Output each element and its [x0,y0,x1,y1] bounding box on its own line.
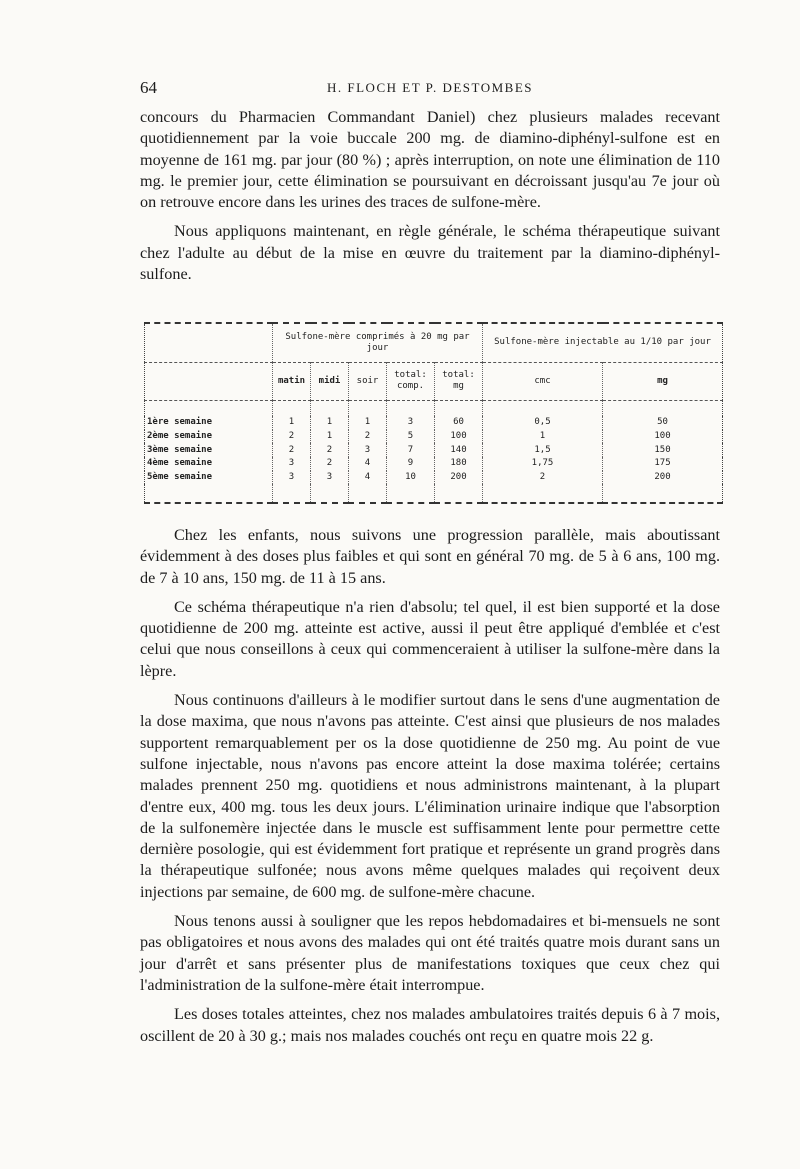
page-header [140,78,720,98]
cell: 3 [273,457,311,471]
cell: 60 [435,416,483,430]
body-text-bottom [140,525,720,1055]
cell: 1,5 [483,443,603,457]
table-row [145,457,723,471]
table-row [145,430,723,444]
cell: 2 [483,471,603,485]
cell: 200 [435,471,483,485]
cell: 1 [311,416,349,430]
paragraph: concours du Pharmacien Commandant Daniel) chez plusieurs malades recevant quotidiennement par la voie buccale 200 mg. de diamino-diphényl-sulfone est en moyenne de 161 mg. par jour (80 %) ; après interruption, on note une élimination de 110 mg. le premier jour, cette élimination se poursuivant en décroissant jusqu'au 7e jour où on retrouve encore dans les urines des traces de sulfone-mère. [140,108,720,212]
cell: 180 [435,457,483,471]
page-number: 64 [140,78,157,97]
row-label: 2ème semaine [147,431,213,442]
table-row [145,443,723,457]
row-label: 4ème semaine [147,458,213,469]
cell: 175 [603,457,723,471]
table-row [145,416,723,430]
column-header: soir [349,362,387,400]
row-label: 1ère semaine [147,417,213,428]
running-head: H. FLOCH ET P. DESTOMBES [327,80,533,95]
paragraph: Nous tenons aussi à souligner que les repos hebdomadaires et bi-mensuels ne sont pas obligatoires et nous avons des malades qui ont été traités quatre mois durant sans un jour d'arrêt et sans présenter plus de manifestations toxiques que ceux chez qui l'administration de la sulfone-mère était interrompue. [140,912,720,994]
header-group-oral: Sulfone-mère comprimés à 20 mg par jour [273,323,483,362]
body-text-top [140,107,720,293]
cell: 1 [349,416,387,430]
paragraph: Chez les enfants, nous suivons une progression parallèle, mais aboutissant évidemment à des doses plus faibles et qui sont en général 70 mg. de 5 à 6 ans, 100 mg. de 7 à 10 ans, 150 mg. de 11 à 15 ans. [140,526,720,587]
row-label: 3ème semaine [147,444,213,455]
paragraph: Nous continuons d'ailleurs à le modifier surtout dans le sens d'une augmentation de la dose maxima, que nous n'avons pas atteinte. C'est ainsi que plusieurs de nos malades supportent remarquablement per os la dose quotidienne de 250 mg. Au point de vue sulfone injectable, nous n'avons pas encore atteint la dose maxima tolérée; certains malades prennent 250 mg. quotidiens et nous administrons maintenant, à la plupart d'entre eux, 400 mg. tous les deux jours. L'élimination urinaire indique que l'absorption de la sulfonemère injectée dans le muscle est suffisamment lente pour permettre cette dernière posologie, qui est évidemment fort pratique et représente un grand progrès dans la thérapeutique sulfonée; nous avons même quelques malades qui reçoivent deux injections par semaine, de 600 mg. de sulfone-mère chacune. [140,691,720,901]
paragraph: Nous appliquons maintenant, en règle générale, le schéma thérapeutique suivant chez l'adulte au début de la mise en œuvre du traitement par la diamino-diphényl-sulfone. [140,222,720,284]
cell: 2 [311,457,349,471]
cell: 1 [483,430,603,444]
table-corner [145,323,273,362]
cell: 10 [387,471,435,485]
table-corner-2 [145,362,273,400]
paragraph: Les doses totales atteintes, chez nos malades ambulatoires traités depuis 6 à 7 mois, oscillent de 20 à 30 g.; mais nos malades couchés ont reçu en quatre mois 22 g. [140,1005,720,1045]
cell: 2 [349,430,387,444]
column-header: mg [603,362,723,400]
cell: 3 [273,471,311,485]
cell: 9 [387,457,435,471]
cell: 1,75 [483,457,603,471]
cell: 3 [349,443,387,457]
cell: 100 [603,430,723,444]
column-header: matin [273,362,311,400]
column-header: cmc [483,362,603,400]
cell: 140 [435,443,483,457]
cell: 5 [387,430,435,444]
column-header: total: comp. [387,362,435,400]
cell: 200 [603,471,723,485]
cell: 150 [603,443,723,457]
cell: 3 [311,471,349,485]
paragraph: Ce schéma thérapeutique n'a rien d'absolu; tel quel, il est bien supporté et la dose quotidienne de 200 mg. atteinte est active, aussi il peut être appliqué d'emblée et c'est celui que nous conseillons à ceux qui commenceraient à utiliser la sulfone-mère dans la lèpre. [140,597,720,680]
cell: 3 [387,416,435,430]
cell: 50 [603,416,723,430]
table-row [145,471,723,485]
cell: 2 [273,430,311,444]
cell: 1 [273,416,311,430]
cell: 4 [349,471,387,485]
cell: 4 [349,457,387,471]
cell: 2 [311,443,349,457]
column-header: midi [311,362,349,400]
header-group-injectable: Sulfone-mère injectable au 1/10 par jour [483,323,723,362]
column-header: total: mg [435,362,483,400]
cell: 2 [273,443,311,457]
dosage-table [144,322,722,504]
cell: 0,5 [483,416,603,430]
cell: 7 [387,443,435,457]
cell: 1 [311,430,349,444]
row-label: 5ème semaine [147,471,213,482]
cell: 100 [435,430,483,444]
